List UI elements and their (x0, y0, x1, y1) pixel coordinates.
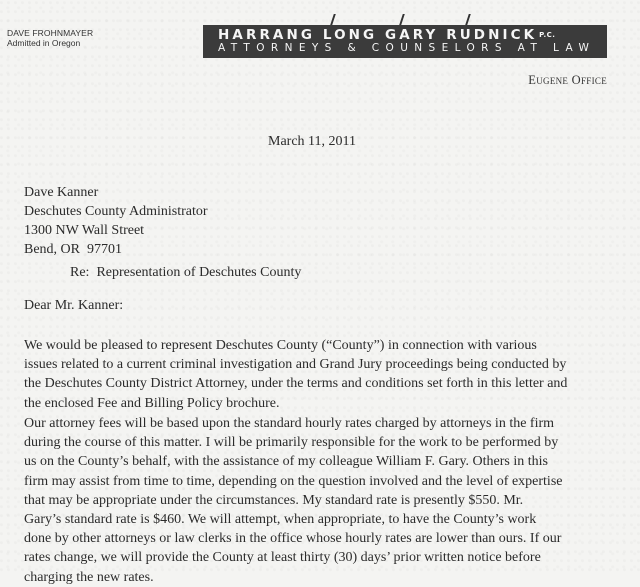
firm-logo-banner (203, 25, 607, 58)
paragraph-line: us on the County’s behalf, with the assistance of my colleague William F. Gary. Others in this (24, 454, 549, 470)
logo-tick-icon (465, 14, 470, 25)
paragraph-line: done by other attorneys or law clerks in the office whose hourly rates are lower than ours. If our (24, 531, 562, 547)
firm-name (218, 27, 555, 43)
paragraph-line: during the course of this matter. I will be primarily responsible for the work to be performed by (24, 435, 559, 451)
recipient-address (24, 183, 208, 259)
paragraph-line: We would be pleased to represent Deschutes County (“County”) in connection with various (24, 338, 537, 353)
paragraph-line: firm may assist from time to time, depending on the question involved and the level of expertise (24, 473, 563, 489)
author-name: DAVE FROHNMAYER (7, 28, 94, 38)
paragraph-line: charging the new rates. (24, 569, 154, 585)
recipient-street: 1300 NW Wall Street (24, 223, 145, 238)
paragraph-line: the Deschutes County District Attorney, under the terms and conditions set forth in this letter and (24, 376, 568, 392)
author-block (7, 28, 93, 48)
paragraph-line: that may be appropriate under the circumstances. My standard rate is presently $550. Mr. (24, 492, 524, 508)
firm-name-text: HARRANG LONG GARY RUDNICK (218, 27, 538, 43)
paragraph-line: Gary’s standard rate is $460. We will attempt, when appropriate, to have the County’s work (24, 512, 537, 528)
paragraph-line: the enclosed Fee and Billing Policy brochure. (24, 395, 280, 411)
firm-tagline: ATTORNEYS & COUNSELORS AT LAW (218, 42, 596, 54)
logo-tick-marks (203, 10, 607, 26)
recipient-name: Dave Kanner (24, 185, 99, 200)
firm-suffix: P.C. (539, 31, 556, 39)
body-paragraph-2 (24, 414, 636, 587)
subject-line: Re: Representation of Deschutes County (70, 265, 302, 280)
logo-tick-icon (399, 14, 404, 25)
salutation: Dear Mr. Kanner: (24, 298, 124, 313)
letter-date: March 11, 2011 (268, 134, 356, 149)
logo-tick-icon (330, 14, 335, 25)
body-paragraph-1 (24, 336, 636, 413)
paragraph-line: issues related to a current criminal investigation and Grand Jury proceedings being conducted by (24, 357, 567, 373)
recipient-city: Bend, OR 97701 (24, 242, 122, 257)
office-location: Eugene Office (528, 73, 607, 87)
paragraph-line: rates change, we will provide the County at least thirty (30) days’ prior written notice before (24, 550, 541, 566)
recipient-title: Deschutes County Administrator (24, 204, 208, 219)
paragraph-line: Our attorney fees will be based upon the standard hourly rates charged by attorneys in the firm (24, 416, 555, 431)
author-admission: Admitted in Oregon (7, 38, 81, 48)
